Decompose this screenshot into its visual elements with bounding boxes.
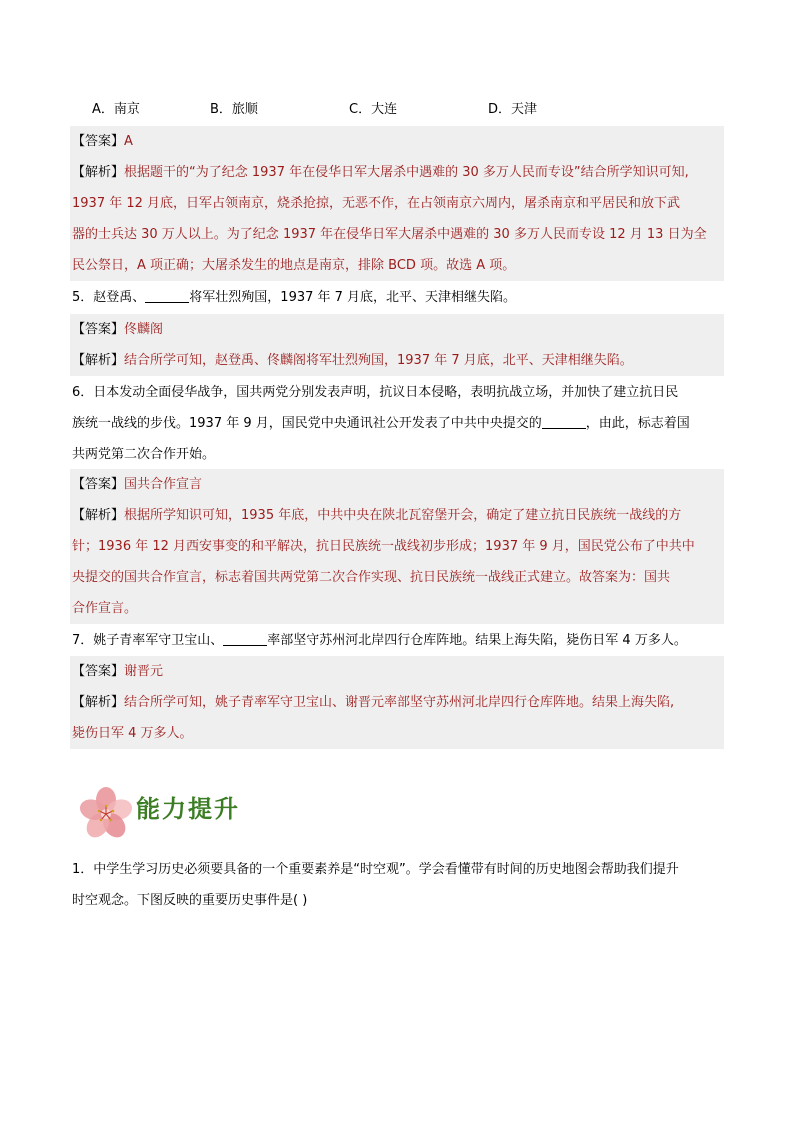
bq1-line-2: 时空观念。下图反映的重要历史事件是( ) <box>72 893 308 908</box>
q6-question-line-2: 族统一战线的步伐。1937 年 9 月，国民党中央通讯社公开发表了中共中央提交的 ，由此，标志着国 <box>72 416 690 431</box>
q5-answer-line: 【答案】佟麟阁 <box>72 322 164 337</box>
q6-analysis-line-2: 针；1936 年 12 月西安事变的和平解决，抗日民族统一战线初步形成；1937 年 9 月，国民党公布了中共中 <box>72 539 695 554</box>
q6-answer: 国共合作宣言 <box>124 477 203 492</box>
section-title: 能力提升 <box>136 795 240 823</box>
answer-options <box>72 95 724 125</box>
q6-question-line-3: 共两党第二次合作开始。 <box>72 447 216 462</box>
section-header <box>76 783 376 845</box>
option-b: B．旅顺 <box>210 102 258 117</box>
plum-blossom-icon <box>76 783 136 845</box>
q7-answer-line: 【答案】谢晋元 <box>72 664 164 679</box>
q5-question: 5．赵登禹、 将军壮烈殉国，1937 年 7 月底，北平、天津相继失陷。 <box>72 290 517 305</box>
analysis-tag: 【解析】 <box>72 165 125 180</box>
q4-answer-line <box>72 126 133 157</box>
q7-analysis-line-1: 【解析】结合所学可知，姚子青率军守卫宝山、谢晋元率部坚守苏州河北岸四行仓库阵地。结果上海失陷, <box>72 695 675 710</box>
q5-analysis-line: 【解析】结合所学可知，赵登禹、佟麟阁将军壮烈殉国，1937 年 7 月底，北平、天津相继失陷。 <box>72 353 633 368</box>
q7-question: 7．姚子青率军守卫宝山、 率部坚守苏州河北岸四行仓库阵地。结果上海失陷，毙伤日军 4 万多人。 <box>72 633 687 648</box>
fill-blank <box>223 631 267 646</box>
answer-tag: 【答案】 <box>72 134 125 149</box>
q6-analysis-line-3: 央提交的国共合作宣言，标志着国共两党第二次合作实现、抗日民族统一战线正式建立。故答案为：国共 <box>72 570 671 585</box>
q4-analysis-line-3: 器的士兵达 30 万人以上。为了纪念 1937 年在侵华日军大屠杀中遇难的 30 多万人民而专设 12 月 13 日为全 <box>72 227 707 242</box>
option-a: A．南京 <box>92 102 140 117</box>
q4-answer: A <box>124 134 133 149</box>
q6-question-line-1: 6．日本发动全面侵华战争，国共两党分别发表声明，抗议日本侵略，表明抗战立场，并加快了建立抗日民 <box>72 385 679 400</box>
q6-analysis-line-1: 【解析】根据所学知识可知，1935 年底，中共中央在陕北瓦窑堡开会，确定了建立抗日民族统一战线的方 <box>72 508 682 523</box>
q5-answer: 佟麟阁 <box>124 322 164 337</box>
q4-analysis-line-2: 1937 年 12 月底，日军占领南京，烧杀抢掠，无恶不作，在占领南京六周内，屠杀南京和平居民和放下武 <box>72 196 681 211</box>
fill-blank <box>145 288 189 303</box>
option-d: D．天津 <box>488 102 538 117</box>
fill-blank <box>542 414 586 429</box>
bq1-line-1: 1．中学生学习历史必须要具备的一个重要素养是“时空观”。学会看懂带有时间的历史地图会帮助我们提升 <box>72 862 679 877</box>
q4-analysis-line-1: 【解析】根据题干的“为了纪念 1937 年在侵华日军大屠杀中遇难的 30 多万人民而专设”结合所学知识可知, <box>72 165 689 180</box>
q7-analysis-line-2: 毙伤日军 4 万多人。 <box>72 726 193 741</box>
q4-analysis-line-4: 民公祭日，A 项正确；大屠杀发生的地点是南京，排除 BCD 项。故选 A 项。 <box>72 258 516 273</box>
q7-answer: 谢晋元 <box>124 664 164 679</box>
option-c: C．大连 <box>349 102 398 117</box>
q6-answer-line: 【答案】国共合作宣言 <box>72 477 203 492</box>
q6-analysis-line-4: 合作宣言。 <box>72 601 138 616</box>
